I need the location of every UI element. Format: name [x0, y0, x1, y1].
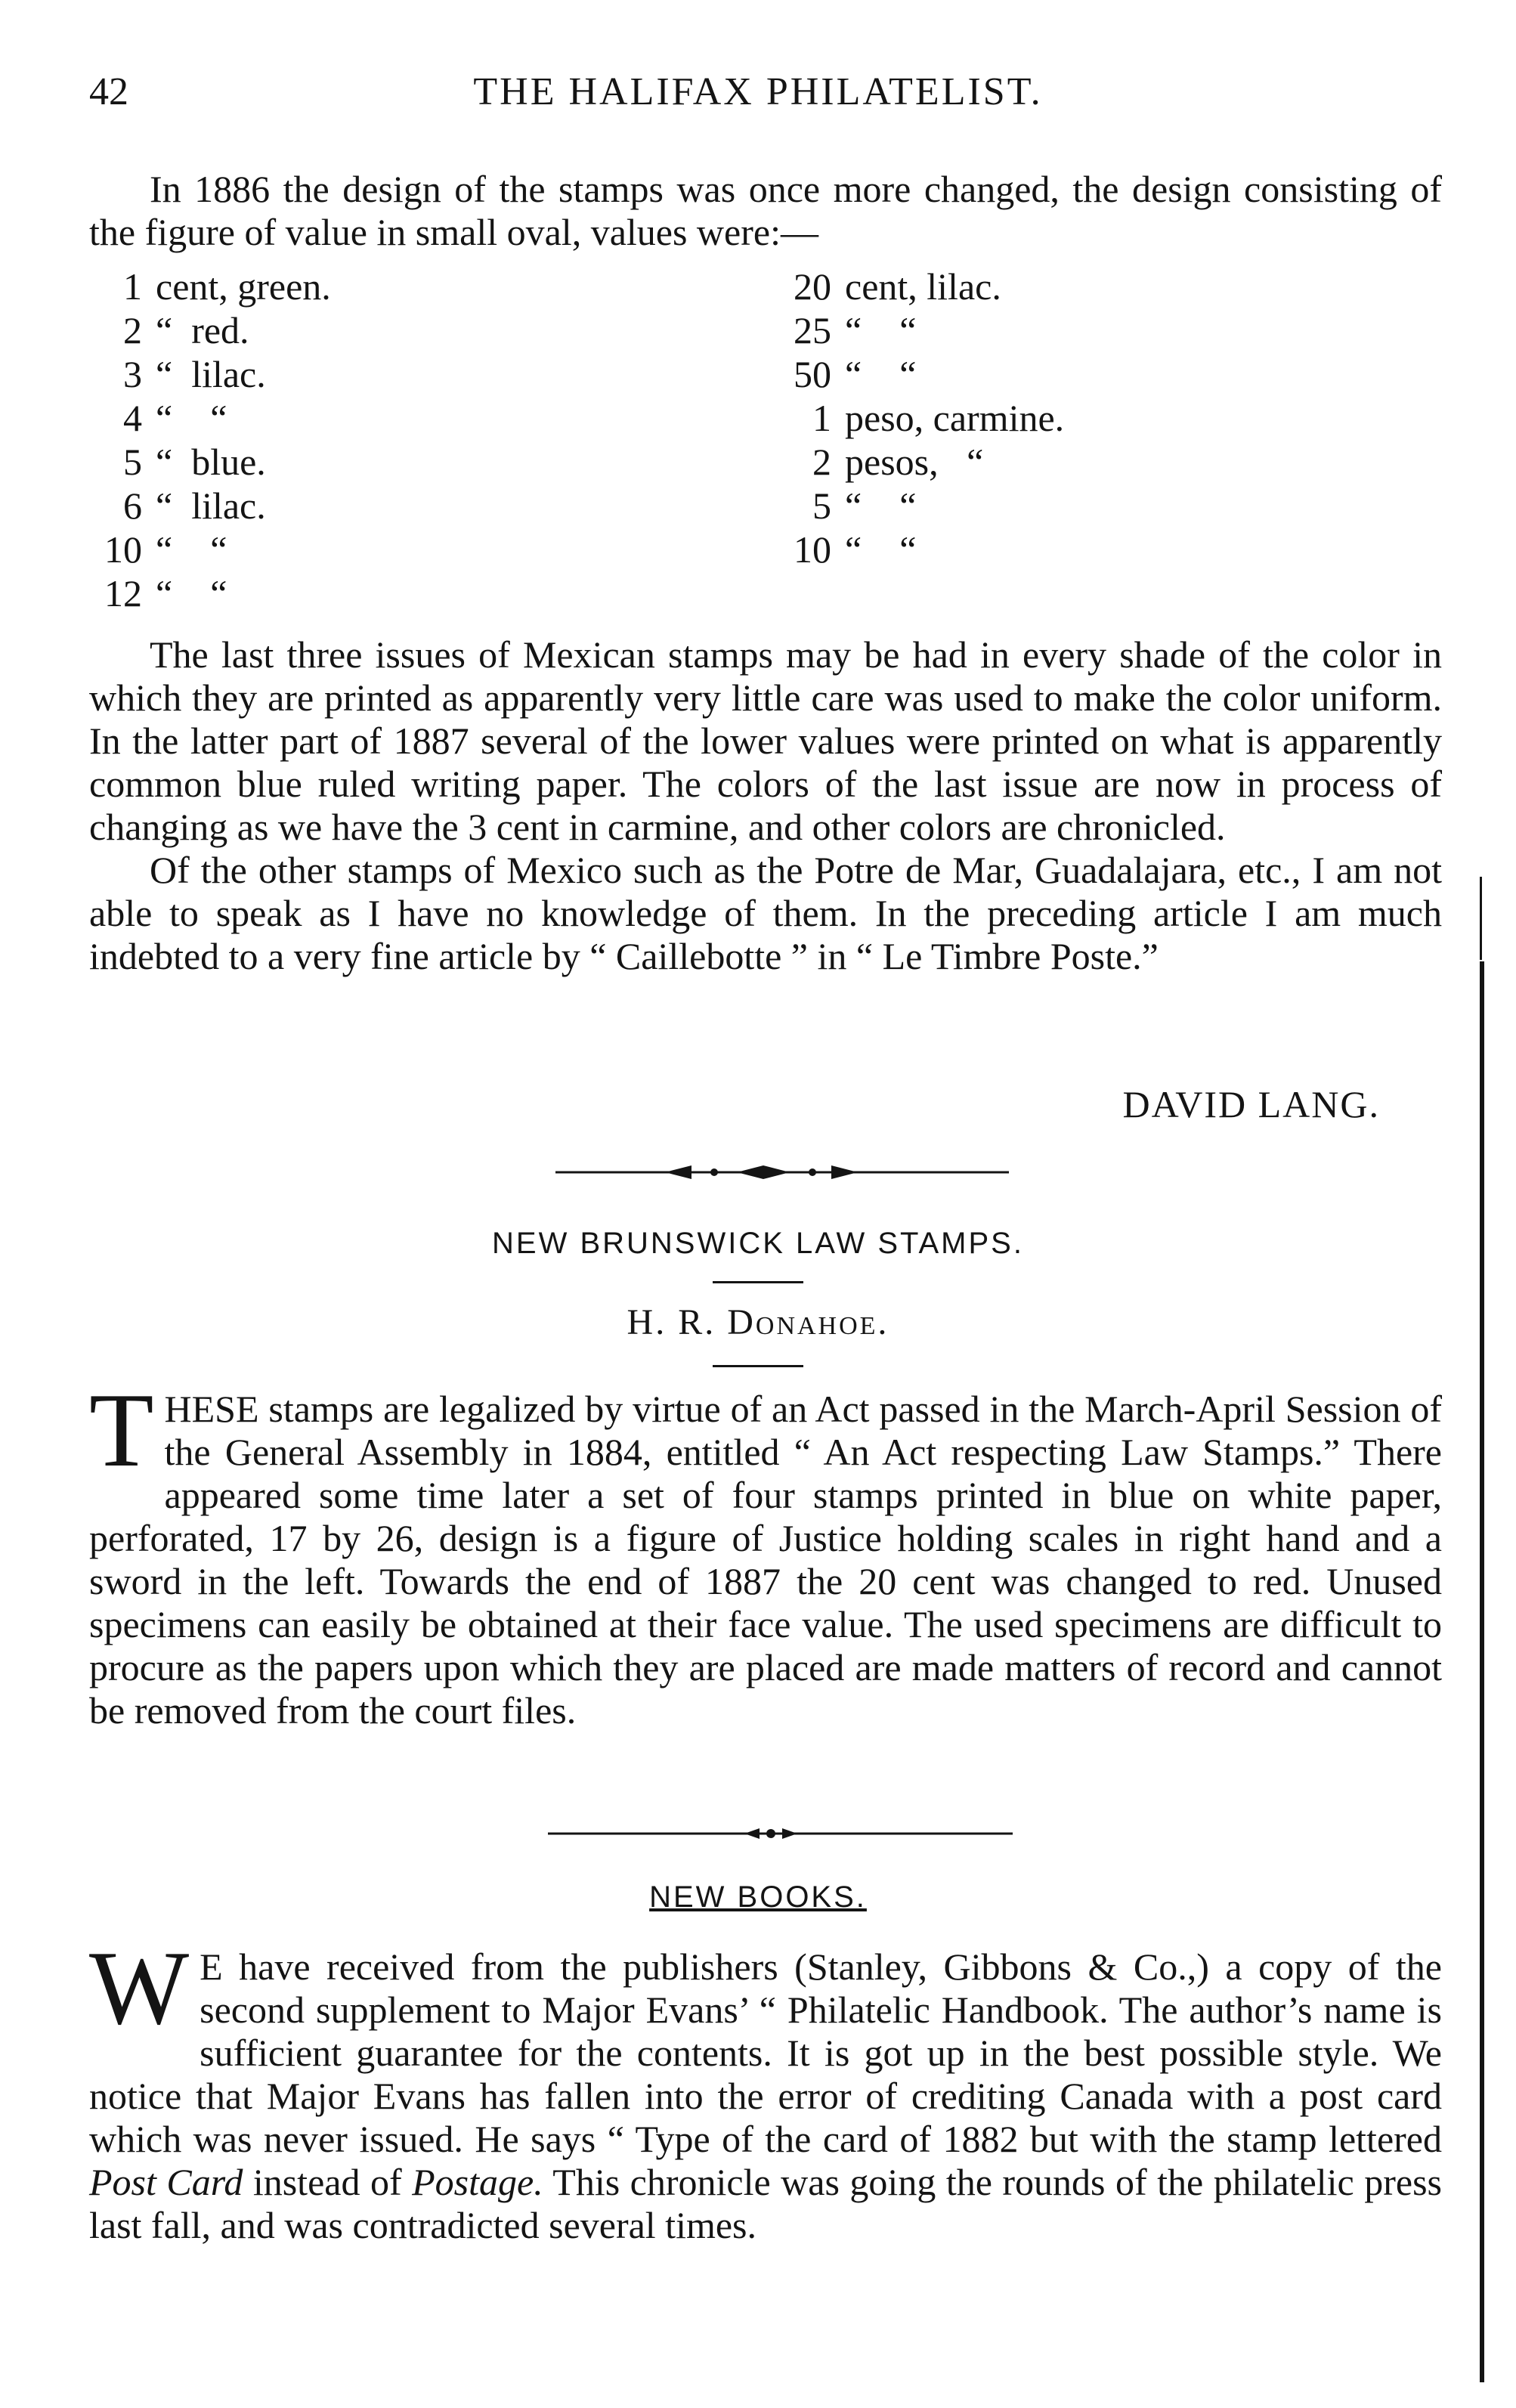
margin-rule [1480, 961, 1484, 2382]
values-column-right [778, 265, 1383, 571]
author-rule [713, 1365, 803, 1367]
value-row [778, 528, 1383, 571]
value-row [89, 440, 618, 484]
value-row [89, 396, 618, 440]
new-books-text-3: This chronicle was going the rounds of the philatelic press last fall, and was contradicted several times. [89, 2161, 1443, 2246]
value-description: peso, carmine. [845, 397, 1065, 439]
value-description: “ “ [845, 309, 917, 351]
dropcap-w: W [89, 1930, 190, 2047]
new-books-italic-post-card: Post Card [89, 2161, 243, 2203]
value-number: 25 [794, 309, 831, 351]
law-stamps-text: HESE stamps are legalized by virtue of an Act passed in the March-April Session of the General Assembly in 1884, entitled “ An Act respecting Law Stamps.” There appeared some time later a set of four stamps printed in blue on white paper, perforated, 17 by 26, design is a figure of Justice holding scales in right hand and a sword in the left. Towards the end of 1887 the 20 cent was changed to red. Unused specimens can easily be obtained at their face value. The used specimens are difficult to procure as the papers upon which they are placed are made matters of record and cannot be removed from the court files. [89, 1388, 1442, 1732]
value-number: 10 [104, 528, 142, 571]
section-ornament [0, 1162, 1516, 1182]
value-row [778, 440, 1383, 484]
mexico-article [89, 633, 1442, 978]
value-description: pesos, “ [845, 441, 984, 483]
value-number: 3 [123, 353, 142, 395]
value-description: “ “ [156, 528, 227, 571]
value-number: 20 [794, 265, 831, 308]
value-row [778, 396, 1383, 440]
intro-paragraph [89, 168, 1442, 254]
law-stamps-author: H. R. Donahoe. [627, 1302, 889, 1342]
value-description: “ lilac. [156, 353, 266, 395]
value-row [778, 484, 1383, 528]
title-rule [713, 1281, 803, 1283]
law-stamps-article [89, 1372, 1442, 1732]
new-books-title [0, 1880, 1516, 1914]
value-description: cent, lilac. [845, 265, 1001, 308]
dropcap-t: T [89, 1372, 154, 1489]
value-row [89, 571, 618, 615]
value-number: 2 [812, 441, 831, 483]
mexico-paragraph-2: Of the other stamps of Mexico such as the Potre de Mar, Guadalajara, etc., I am not able to speak as I have no knowledge of them. In the preceding article I am much indebted to a very fine article by “ Caillebotte ” in “ Le Timbre Poste.” [89, 849, 1442, 977]
value-number: 50 [794, 353, 831, 395]
margin-rule-dashed [1480, 877, 1482, 960]
value-number: 6 [123, 484, 142, 527]
value-row [89, 528, 618, 571]
value-description: “ lilac. [156, 484, 266, 527]
intro-text: In 1886 the design of the stamps was once more changed, the design consisting of the figure of value in small oval, values were:— [89, 168, 1442, 253]
value-row [89, 265, 618, 308]
values-column-left [89, 265, 618, 615]
new-books-text-1: E have received from the publishers (Stanley, Gibbons & Co.,) a copy of the second supplement to Major Evans’ “ Philatelic Handbook. The author’s name is sufficient guarantee for the contents. It is got up in the best possible style. We notice that Major Evans has fallen into the error of crediting Canada with a post card which was never issued. He says “ Type of the card of 1882 but with the stamp lettered [89, 1945, 1442, 2160]
value-number: 2 [123, 309, 142, 351]
new-books-article [89, 1930, 1443, 2247]
value-number: 12 [104, 572, 142, 614]
mexico-paragraph-1: The last three issues of Mexican stamps may be had in every shade of the color in which they are printed as apparently very little care was used to make the color uniform. In the latter part of 1887 several of the lower values were printed on what is apparently common blue ruled writing paper. The colors of the last issue are now in process of changing as we have the 3 cent in carmine, and other colors are chronicled. [89, 633, 1442, 848]
value-row [778, 352, 1383, 396]
value-description: “ “ [156, 397, 227, 439]
value-number: 10 [794, 528, 831, 571]
new-books-text-2: instead of [243, 2161, 413, 2203]
value-number: 4 [123, 397, 142, 439]
new-books-italic-postage: Postage. [412, 2161, 543, 2203]
value-row [89, 308, 618, 352]
value-description: “ “ [845, 484, 917, 527]
value-description: “ “ [156, 572, 227, 614]
value-description: “ “ [845, 528, 917, 571]
value-row [778, 265, 1383, 308]
section-ornament-small [0, 1826, 1516, 1841]
value-row [778, 308, 1383, 352]
value-description: “ “ [845, 353, 917, 395]
value-description: “ red. [156, 309, 249, 351]
value-row [89, 484, 618, 528]
value-number: 5 [123, 441, 142, 483]
value-description: “ blue. [156, 441, 266, 483]
value-number: 1 [812, 397, 831, 439]
value-number: 5 [812, 484, 831, 527]
value-number: 1 [123, 265, 142, 308]
new-books-title-text: NEW BOOKS. [649, 1880, 867, 1914]
author-signature: DAVID LANG. [1122, 1083, 1380, 1125]
running-title: THE HALIFAX PHILATELIST. [473, 70, 1043, 113]
value-description: cent, green. [156, 265, 331, 308]
law-stamps-title: NEW BRUNSWICK LAW STAMPS. [492, 1227, 1024, 1260]
value-row [89, 352, 618, 396]
page-header [0, 70, 1436, 138]
page-number: 42 [89, 70, 128, 113]
